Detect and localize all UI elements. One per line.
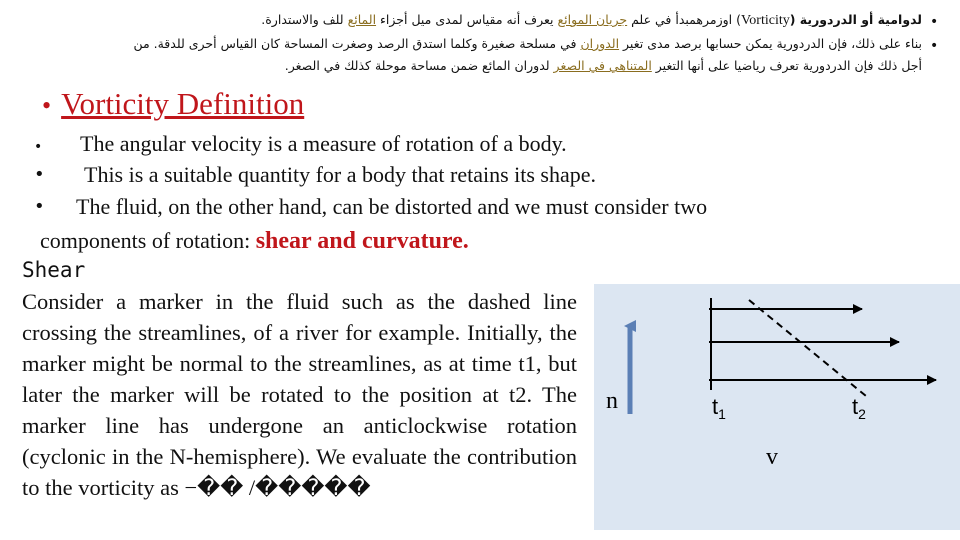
- arabic-link[interactable]: الدوران: [580, 36, 620, 51]
- arabic-line-2: [22, 34, 922, 54]
- arabic-link[interactable]: جريان الموائع: [557, 12, 628, 27]
- continuation-text: components of rotation:: [40, 228, 256, 253]
- point-2: This is a suitable quantity for a body that retains its shape.: [84, 162, 597, 187]
- label-v: v: [766, 444, 778, 470]
- arabic-text: أجل ذلك فإن الدردورية تعرف رياضيا على أنها التغير: [651, 58, 922, 73]
- continuation-emphasis: shear and curvature.: [255, 228, 469, 254]
- section-title: [42, 86, 304, 122]
- arabic-text: للف والاستدارة.: [261, 12, 348, 27]
- label-t2: $t_2$: [852, 394, 866, 422]
- arabic-text: Vorticity: [740, 13, 790, 28]
- bullet-dot: •: [34, 139, 43, 155]
- shear-heading: Shear: [22, 258, 86, 282]
- point-3-continuation: [40, 226, 469, 256]
- arabic-text: لدوران المائع ضمن مساحة موحلة كذلك في الصغر.: [284, 58, 554, 73]
- shear-diagram: [594, 284, 960, 530]
- arabic-text: بناء على ذلك، فإن الدردورية يمكن حسابها برصد مدى تغير: [619, 36, 922, 51]
- arabic-text: لدوامية أو الدردورية (: [789, 12, 922, 27]
- label-t1: $t_1$: [712, 394, 726, 422]
- point-1: The angular velocity is a measure of rotation of a body.: [80, 131, 567, 156]
- marker-line-t2: [749, 300, 866, 396]
- arabic-link[interactable]: المائع: [347, 12, 377, 27]
- arabic-link[interactable]: المتناهي في الصغر: [553, 58, 652, 73]
- arabic-bullet-dot-1: •: [930, 14, 939, 30]
- arabic-text: في مسلحة صغيرة وكلما استدق الرصد وصغرت المساحة كان القياس أحرى للدقة. من: [133, 36, 581, 51]
- bullet-dot: •: [34, 196, 45, 217]
- title-text: Vorticity Definition: [61, 86, 305, 121]
- arabic-line-1: [22, 10, 922, 31]
- arabic-text: ) اوزمرهمبدأ في علم: [627, 12, 741, 27]
- arabic-line-3: [22, 56, 922, 76]
- title-bullet: •: [42, 91, 52, 120]
- shear-paragraph: Consider a marker in the fluid such as the dashed line crossing the streamlines, of a river for example. Initially, the marker might be normal to the streamlines, as at time t1, but later the marker will be rotated to the position at t2. The marker line has undergone an anticlockwise rotation (cyclonic in the N-hemisphere). We evaluate the contribution to the vorticity as −�� /�����: [22, 289, 577, 500]
- arabic-bullet-dot-2: •: [930, 38, 939, 54]
- label-n: n: [606, 388, 618, 414]
- arabic-text: يعرف أنه مقياس لمدى ميل أجزاء: [376, 12, 558, 27]
- shear-figure: [594, 284, 960, 530]
- point-3: The fluid, on the other hand, can be distorted and we must consider two: [76, 194, 708, 219]
- bullet-dot: •: [34, 164, 45, 185]
